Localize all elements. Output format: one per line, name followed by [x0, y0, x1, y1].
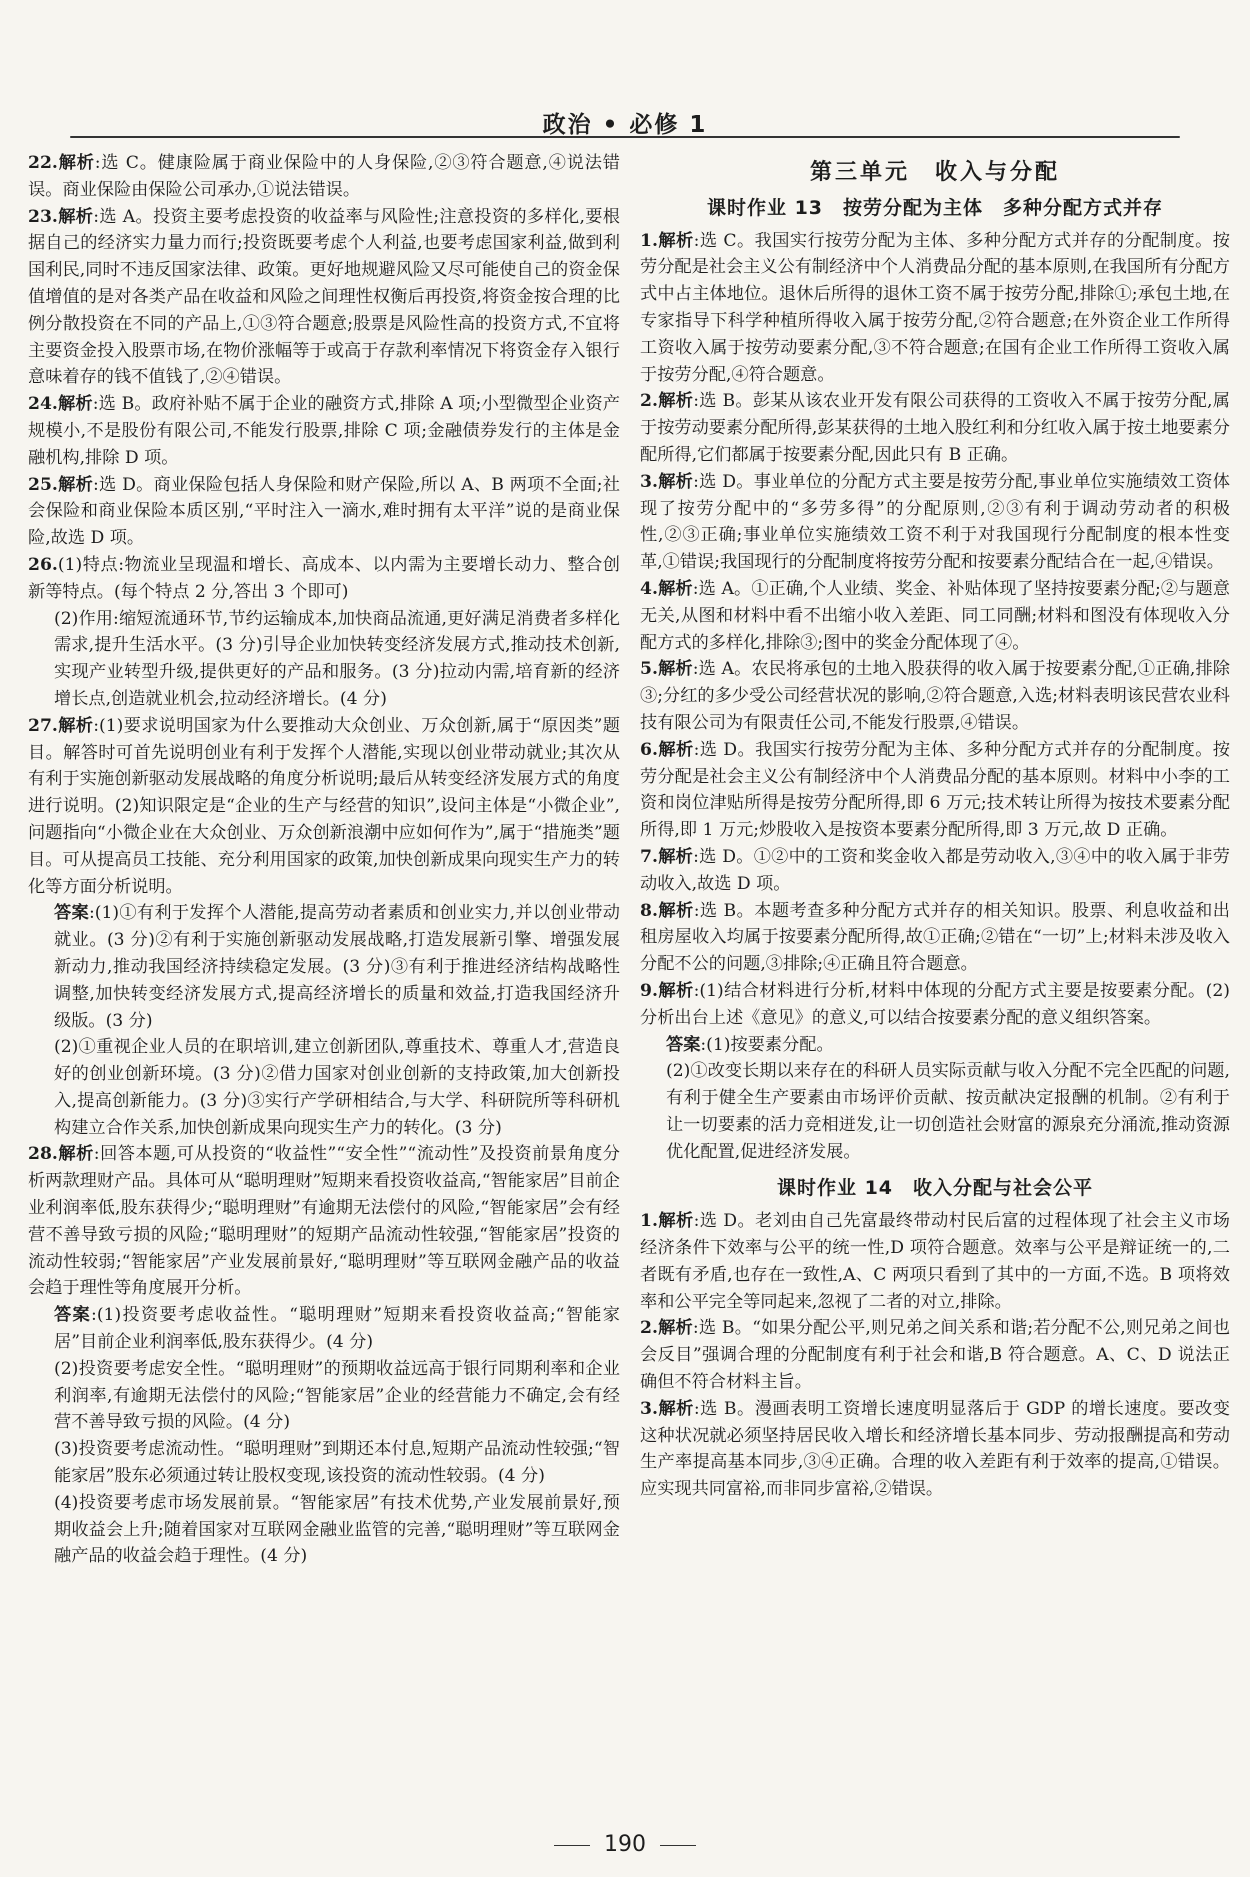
answer-label: 解析 — [657, 1318, 693, 1339]
answer-label: 解析 — [657, 391, 694, 412]
page-number-dash-right — [660, 1845, 696, 1846]
answer-label: 答案 — [54, 903, 89, 924]
answer-label: 解析 — [657, 1211, 694, 1232]
answer-text: (2)①重视企业人员的在职培训,建立创新团队,尊重技术、尊重人才,营造良好的创业创新环境。(3 分)②借力国家对创业创新的支持政策,加大创新投入,提高创新能力。(3 分)③实行产学研相结合,与大学、科研院所等科研机构建立合作关系,加快创新成果向现实生产力的转化。(3 分) — [54, 1037, 620, 1138]
question-number: 9. — [640, 980, 658, 1001]
question-number: 2. — [640, 1318, 658, 1339]
left-answer-list — [28, 150, 620, 1570]
left-column — [28, 150, 620, 1570]
answer-text: :(1)要求说明国家为什么要推动大众创业、万众创新,属于“原因类”题目。解答时可首先说明创业有利于发挥个人潜能,实现以创业带动就业;其次从有利于实施创新驱动发展战略的角度分析说明;最后从转变经济发展方式的角度进行说明。(2)知识限定是“企业的生产与经营的知识”,设问主体是“小微企业”,问题指向“小微企业在大众创业、万众创新浪潮中应如何作为”,属于“措施类”题目。可从提高员工技能、充分利用国家的政策,加快创新成果向现实生产力的转化等方面分析说明。 — [28, 715, 620, 897]
answer-label: 解析 — [657, 471, 694, 492]
answer-paragraph — [640, 388, 1230, 468]
answer-paragraph — [28, 606, 620, 713]
answer-text: :选 A。投资主要考虑投资的收益率与风险性;注意投资的多样化,要根据自己的经济实力量力而行;投资既要考虑个人利益,也要考虑国家利益,做到利国利民,同时不违反国家法律、政策。更好地规避风险又尽可能使自己的资金保值增值的是对各类产品在收益和风险之间理性权衡后再投资,将资金按合理的比例分散投资在不同的产品上,①③符合题意;股票是风险性高的投资方式,不宜将主要资金投入股票市场,在物价涨幅等于或高于存款利率情况下将资金存入银行意味着存的钱不值钱了,②④错误。 — [28, 206, 620, 388]
answer-label: 解析 — [657, 980, 694, 1001]
answer-text: :选 B。政府补贴不属于企业的融资方式,排除 A 项;小型微型企业资产规模小,不是股份有限公司,不能发行股票,排除 C 项;金融债券发行的主体是金融机构,排除 D 项。 — [28, 394, 620, 468]
answer-label: 解析 — [657, 900, 694, 921]
answer-label: 解析 — [657, 1398, 694, 1419]
answer-paragraph — [28, 1490, 620, 1570]
lesson-13-title: 课时作业 13 按劳分配为主体 多种分配方式并存 — [706, 196, 1164, 219]
answer-label: 解析 — [57, 153, 95, 173]
question-number: 6. — [640, 739, 658, 760]
answer-label: 解析 — [657, 578, 693, 599]
answer-text: :(1)投资要考虑收益性。“聪明理财”短期来看投资收益高;“智能家居”目前企业利润率低,股东获得少。(4 分) — [54, 1305, 620, 1353]
answer-paragraph — [640, 469, 1230, 576]
answer-paragraph — [28, 713, 620, 901]
lesson-14-answer-list — [640, 1208, 1230, 1503]
question-number: 1. — [640, 230, 658, 251]
answer-paragraph — [28, 391, 620, 471]
answer-paragraph — [28, 472, 620, 552]
answer-text: :回答本题,可从投资的“收益性”“安全性”“流动性”及投资前景角度分析两款理财产品。具体可从“聪明理财”短期来看投资收益高,“智能家居”目前企业利润率低,股东获得少;“聪明理财”有逾期无法偿付的风险,“智能家居”会有经营不善导致亏损的风险;“聪明理财”的短期产品流动性较强,“智能家居”投资的流动性较弱;“智能家居”产业发展前景好,“聪明理财”等互联网金融产品的收益会趋于理性等角度展开分析。 — [28, 1144, 620, 1299]
header-rule — [70, 136, 1180, 138]
answer-text: :选 C。健康险属于商业保险中的人身保险,②③符合题意,④说法错误。商业保险由保险公司承办,①说法错误。 — [28, 153, 620, 200]
answer-label: 解析 — [57, 394, 93, 415]
question-number: 4. — [640, 578, 658, 599]
answer-paragraph — [28, 552, 620, 606]
page-number — [0, 1832, 1250, 1857]
answer-text: (2)投资要考虑安全性。“聪明理财”的预期收益远高于银行同期利率和企业利润率,有逾期无法偿付的风险;“智能家居”企业的经营能力不确定,会有经营不善导致亏损的风险。(4 分) — [54, 1358, 620, 1433]
answer-text: :选 D。我国实行按劳分配为主体、多种分配方式并存的分配制度。按劳分配是社会主义公有制经济中个人消费品分配的基本原则。材料中小李的工资和岗位津贴所得是按劳分配所得,即 6 万元;技术转让所得为按技术要素分配所得,即 1 万元;炒股收入是按资本要素分配所得,即 3 万元,故 D 正确。 — [640, 739, 1230, 841]
answer-text: :选 B。“如果分配公平,则兄弟之间关系和谐;若分配不公,则兄弟之间也会反目”强调合理的分配制度有利于社会和谐,B 符合题意。A、C、D 说法正确但不符合材料主旨。 — [640, 1318, 1230, 1393]
answer-text: :选 A。农民将承包的土地入股获得的收入属于按要素分配,①正确,排除③;分红的多少受公司经营状况的影响,②符合题意,入选;材料表明该民营农业科技有限公司为有限责任公司,不能发行股票,④错误。 — [640, 659, 1230, 733]
answer-paragraph — [640, 1058, 1230, 1165]
answer-text: :选 C。我国实行按劳分配为主体、多种分配方式并存的分配制度。按劳分配是社会主义公有制经济中个人消费品分配的基本原则,在我国所有分配方式中占主体地位。退休后所得的退休工资不属于按劳分配,排除①;承包土地,在专家指导下科学种植所得收入属于按劳分配,②符合题意;在外资企业工作所得工资收入属于按劳动要素分配,③不符合题意;在国有企业工作所得工资收入属于按劳分配,④符合题意。 — [640, 230, 1230, 385]
answer-text: (4)投资要考虑市场发展前景。“智能家居”有技术优势,产业发展前景好,预期收益会上升;随着国家对互联网金融业监管的完善,“聪明理财”等互联网金融产品的收益会趋于理性。(4 分) — [54, 1492, 620, 1567]
answer-paragraph — [28, 1302, 620, 1356]
answer-paragraph — [640, 898, 1230, 978]
answer-paragraph — [28, 1141, 620, 1302]
answer-text: (3)投资要考虑流动性。“聪明理财”到期还本付息,短期产品流动性较强;“智能家居”股东必须通过转让股权变现,该投资的流动性较弱。(4 分) — [54, 1439, 620, 1487]
answer-label: 解析 — [657, 659, 693, 680]
unit-title: 第三单元 收入与分配 — [809, 160, 1060, 185]
answer-paragraph — [640, 1032, 1230, 1059]
answer-text: (1)特点:物流业呈现温和增长、高成本、以内需为主要增长动力、整合创新等特点。(每个特点 2 分,答出 3 个即可) — [28, 554, 620, 602]
question-number: 25. — [28, 474, 58, 495]
question-number: 26. — [28, 554, 58, 575]
answer-text: :选 D。事业单位的分配方式主要是按劳分配,事业单位实施绩效工资体现了按劳分配中的“多劳多得”的分配原则,②③有利于调动劳动者的积极性,②③正确;事业单位实施绩效工资不利于对我国现行分配制度的根本性变革,①错误;我国现行的分配制度将按劳分配和按要素分配结合在一起,④错误。 — [640, 471, 1230, 573]
question-number: 23. — [28, 206, 58, 227]
question-number: 1. — [640, 1211, 658, 1232]
answer-text: :(1)按要素分配。 — [700, 1034, 834, 1055]
answer-label: 解析 — [657, 846, 694, 867]
answer-paragraph — [640, 844, 1230, 898]
question-number: 22. — [28, 153, 58, 173]
answer-paragraph — [28, 204, 620, 392]
page-number-dash-left — [554, 1845, 590, 1846]
header-title: 政治 • 必修 1 — [542, 112, 708, 138]
answer-text: :(1)结合材料进行分析,材料中体现的分配方式主要是按要素分配。(2)分析出台上述《意见》的意义,可以结合按要素分配的意义组织答案。 — [640, 980, 1230, 1028]
answer-label: 解析 — [57, 474, 93, 495]
question-number: 24. — [28, 394, 58, 415]
answer-label: 解析 — [57, 715, 94, 736]
page-header — [70, 104, 1180, 144]
question-number: 3. — [640, 471, 658, 492]
answer-text: (2)①改变长期以来存在的科研人员实际贡献与收入分配不完全匹配的问题,有利于健全生产要素由市场评价贡献、按贡献决定报酬的机制。②有利于让一切要素的活力竞相迸发,让一切创造社会财富的源泉充分涌流,推动资源优化配置,促进经济发展。 — [666, 1061, 1230, 1162]
answer-label: 解析 — [57, 206, 94, 227]
question-number: 28. — [28, 1144, 58, 1165]
answer-label: 答案 — [666, 1034, 701, 1055]
answer-label: 解析 — [657, 739, 694, 760]
question-number: 7. — [640, 846, 658, 867]
answer-paragraph — [640, 1315, 1230, 1395]
answer-text: (2)作用:缩短流通环节,节约运输成本,加快商品流通,更好满足消费者多样化需求,提升生活水平。(3 分)引导企业加快转变经济发展方式,推动技术创新,实现产业转型升级,提供更好的产品和服务。(3 分)拉动内需,培育新的经济增长点,创造就业机会,拉动经济增长。(4 分) — [54, 608, 620, 709]
answer-paragraph — [640, 1396, 1230, 1503]
answer-text: :选 D。商业保险包括人身保险和财产保险,所以 A、B 两项不全面;社会保险和商业保险本质区别,“平时注入一滴水,难时拥有太平洋”说的是商业保险,故选 D 项。 — [28, 474, 620, 549]
question-number: 5. — [640, 659, 658, 680]
answer-paragraph — [28, 1436, 620, 1490]
answer-text: :选 B。漫画表明工资增长速度明显落后于 GDP 的增长速度。要改变这种状况就必须坚持居民收入增长和经济增长基本同步、劳动报酬提高和劳动生产率提高基本同步,③④正确。合理的收入差距有利于效率的提高,①错误。应实现共同富裕,而非同步富裕,②错误。 — [640, 1398, 1230, 1500]
answer-text: :选 A。①正确,个人业绩、奖金、补贴体现了坚持按要素分配;②与题意无关,从图和材料中看不出缩小收入差距、同工同酬;材料和图没有体现收入分配方式的多样化,排除③;图中的奖金分配体现了④。 — [640, 578, 1230, 653]
answer-text: :(1)①有利于发挥个人潜能,提高劳动者素质和创业实力,并以创业带动就业。(3 分)②有利于实施创新驱动发展战略,打造发展新引擎、增强发展新动力,推动我国经济持续稳定发展。(3 分)③有利于推进经济结构战略性调整,加快转变经济发展方式,提高经济增长的质量和效益,打造我国经济升级版。(3 分) — [54, 903, 620, 1031]
answer-paragraph — [28, 1034, 620, 1141]
answer-paragraph — [640, 978, 1230, 1032]
answer-text: :选 D。老刘由自己先富最终带动村民后富的过程体现了社会主义市场经济条件下效率与公平的统一性,D 项符合题意。效率与公平是辩证统一的,二者既有矛盾,也存在一致性,A、C 两项只看到了其中的一方面,不选。B 项将效率和公平完全等同起来,忽视了二者的对立,排除。 — [640, 1211, 1230, 1312]
page-number-text: 190 — [604, 1832, 646, 1857]
lesson-13-answer-list — [640, 228, 1230, 1166]
answer-paragraph — [640, 1208, 1230, 1315]
answer-label: 解析 — [57, 1144, 94, 1165]
question-number: 2. — [640, 391, 658, 412]
answer-paragraph — [640, 737, 1230, 844]
answer-label: 答案 — [54, 1305, 92, 1326]
answer-paragraph — [28, 900, 620, 1034]
lesson-14-title: 课时作业 14 收入分配与社会公平 — [776, 1177, 1094, 1200]
answer-paragraph — [640, 576, 1230, 656]
question-number: 27. — [28, 715, 58, 736]
answer-text: :选 D。①②中的工资和奖金收入都是劳动收入,③④中的收入属于非劳动收入,故选 D 项。 — [640, 846, 1230, 894]
question-number: 8. — [640, 900, 658, 921]
answer-paragraph — [28, 1356, 620, 1436]
answer-text: :选 B。彭某从该农业开发有限公司获得的工资收入不属于按劳分配,属于按劳动要素分配所得,彭某获得的土地入股红利和分红收入属于按土地要素分配所得,它们都属于按要素分配,因此只有 B 正确。 — [640, 391, 1230, 465]
question-number: 3. — [640, 1398, 658, 1419]
answer-paragraph — [28, 150, 620, 204]
answer-label: 解析 — [657, 230, 694, 251]
right-column — [640, 150, 1230, 1503]
answer-paragraph — [640, 228, 1230, 389]
answer-paragraph — [640, 656, 1230, 736]
answer-text: :选 B。本题考查多种分配方式并存的相关知识。股票、利息收益和出租房屋收入均属于按要素分配所得,故①正确;②错在“一切”上;材料未涉及收入分配不公的问题,③排除;④正确且符合题意。 — [640, 900, 1230, 975]
